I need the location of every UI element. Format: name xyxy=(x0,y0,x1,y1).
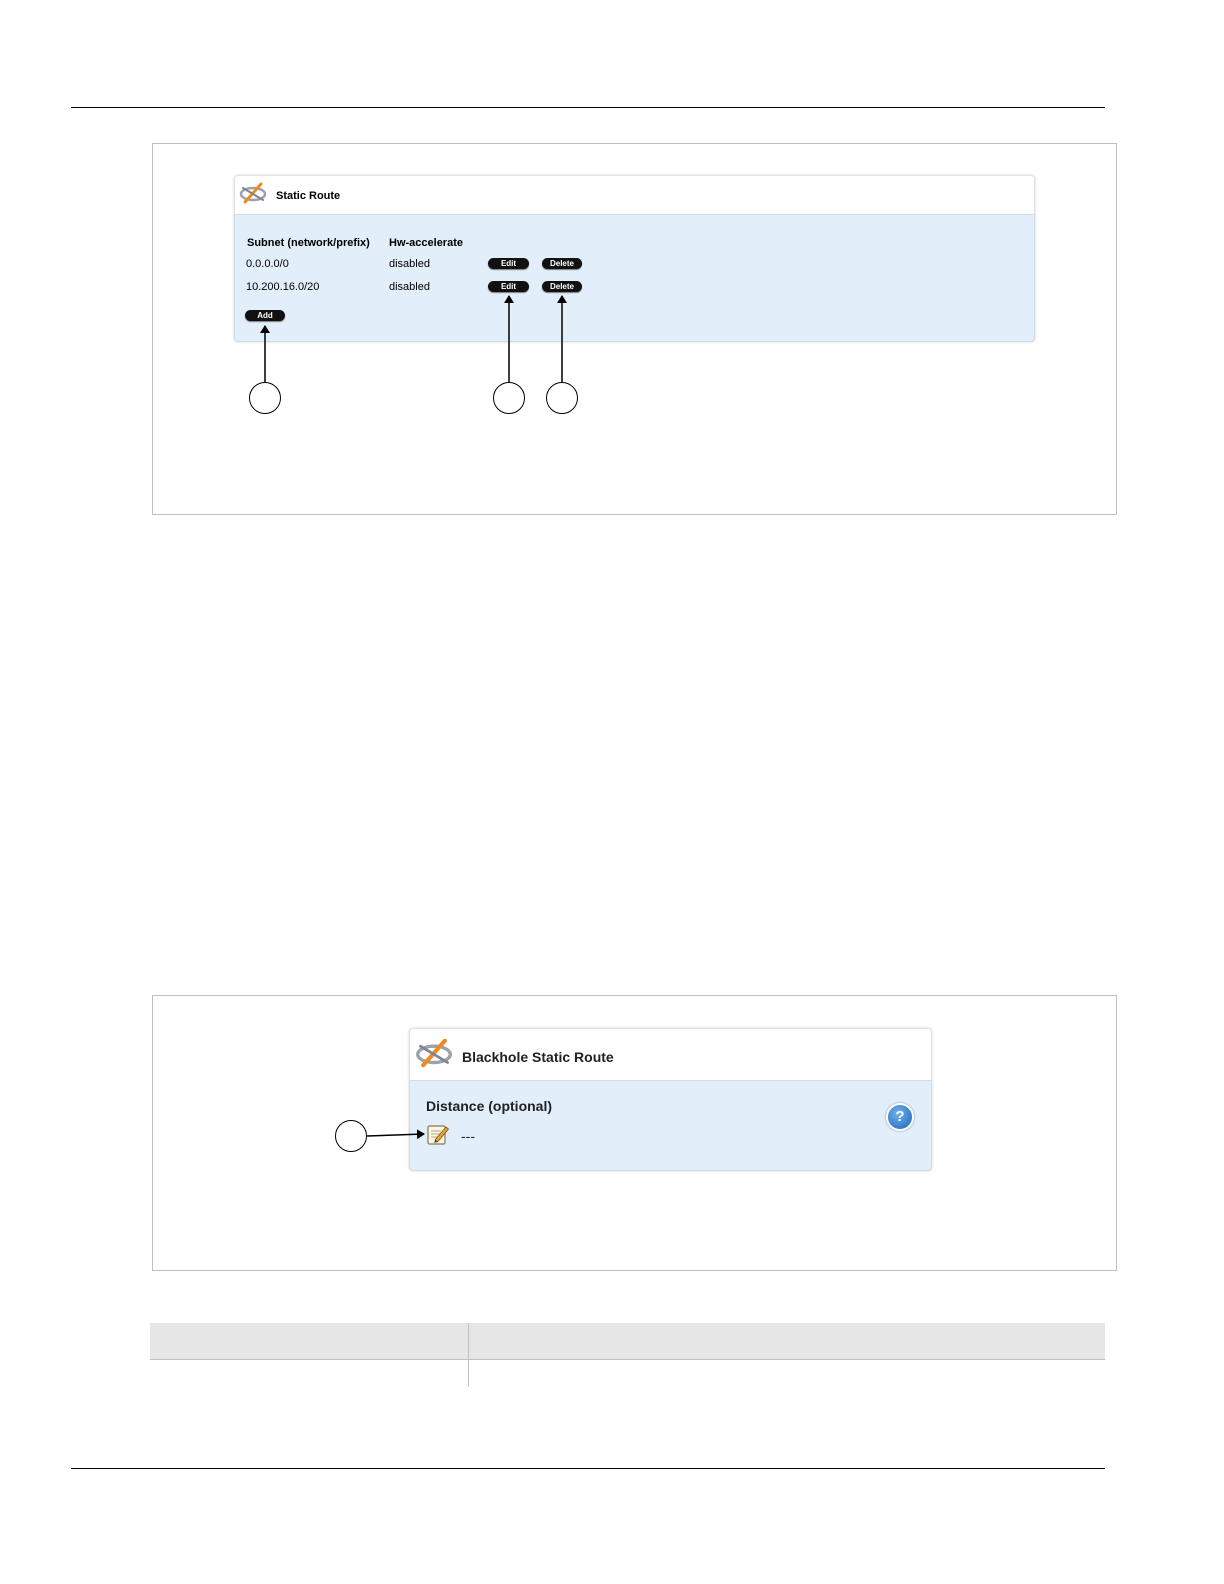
panel-title: Static Route xyxy=(276,190,341,202)
delete-button-row-2[interactable]: Delete xyxy=(542,281,582,292)
add-button[interactable]: Add xyxy=(245,310,285,321)
edit-button-row-1[interactable]: Edit xyxy=(488,258,529,269)
description-table-header xyxy=(150,1323,1105,1360)
panel-title: Blackhole Static Route xyxy=(462,1049,614,1065)
row-2-hw-accelerate: disabled xyxy=(389,281,430,293)
row-1-hw-accelerate: disabled xyxy=(389,258,430,270)
edit-button-row-2[interactable]: Edit xyxy=(488,281,529,292)
description-table xyxy=(150,1323,1105,1387)
row-2-subnet: 10.200.16.0/20 xyxy=(246,281,320,293)
distance-label: Distance (optional) xyxy=(426,1098,553,1114)
column-header-hw-accelerate: Hw-accelerate xyxy=(389,237,463,249)
column-header-subnet: Subnet (network/prefix) xyxy=(247,237,370,249)
delete-button-row-1[interactable]: Delete xyxy=(542,258,582,269)
distance-value: --- xyxy=(461,1128,475,1144)
column-divider xyxy=(468,1323,469,1387)
row-1-subnet: 0.0.0.0/0 xyxy=(246,258,289,270)
help-symbol: ? xyxy=(895,1108,905,1125)
